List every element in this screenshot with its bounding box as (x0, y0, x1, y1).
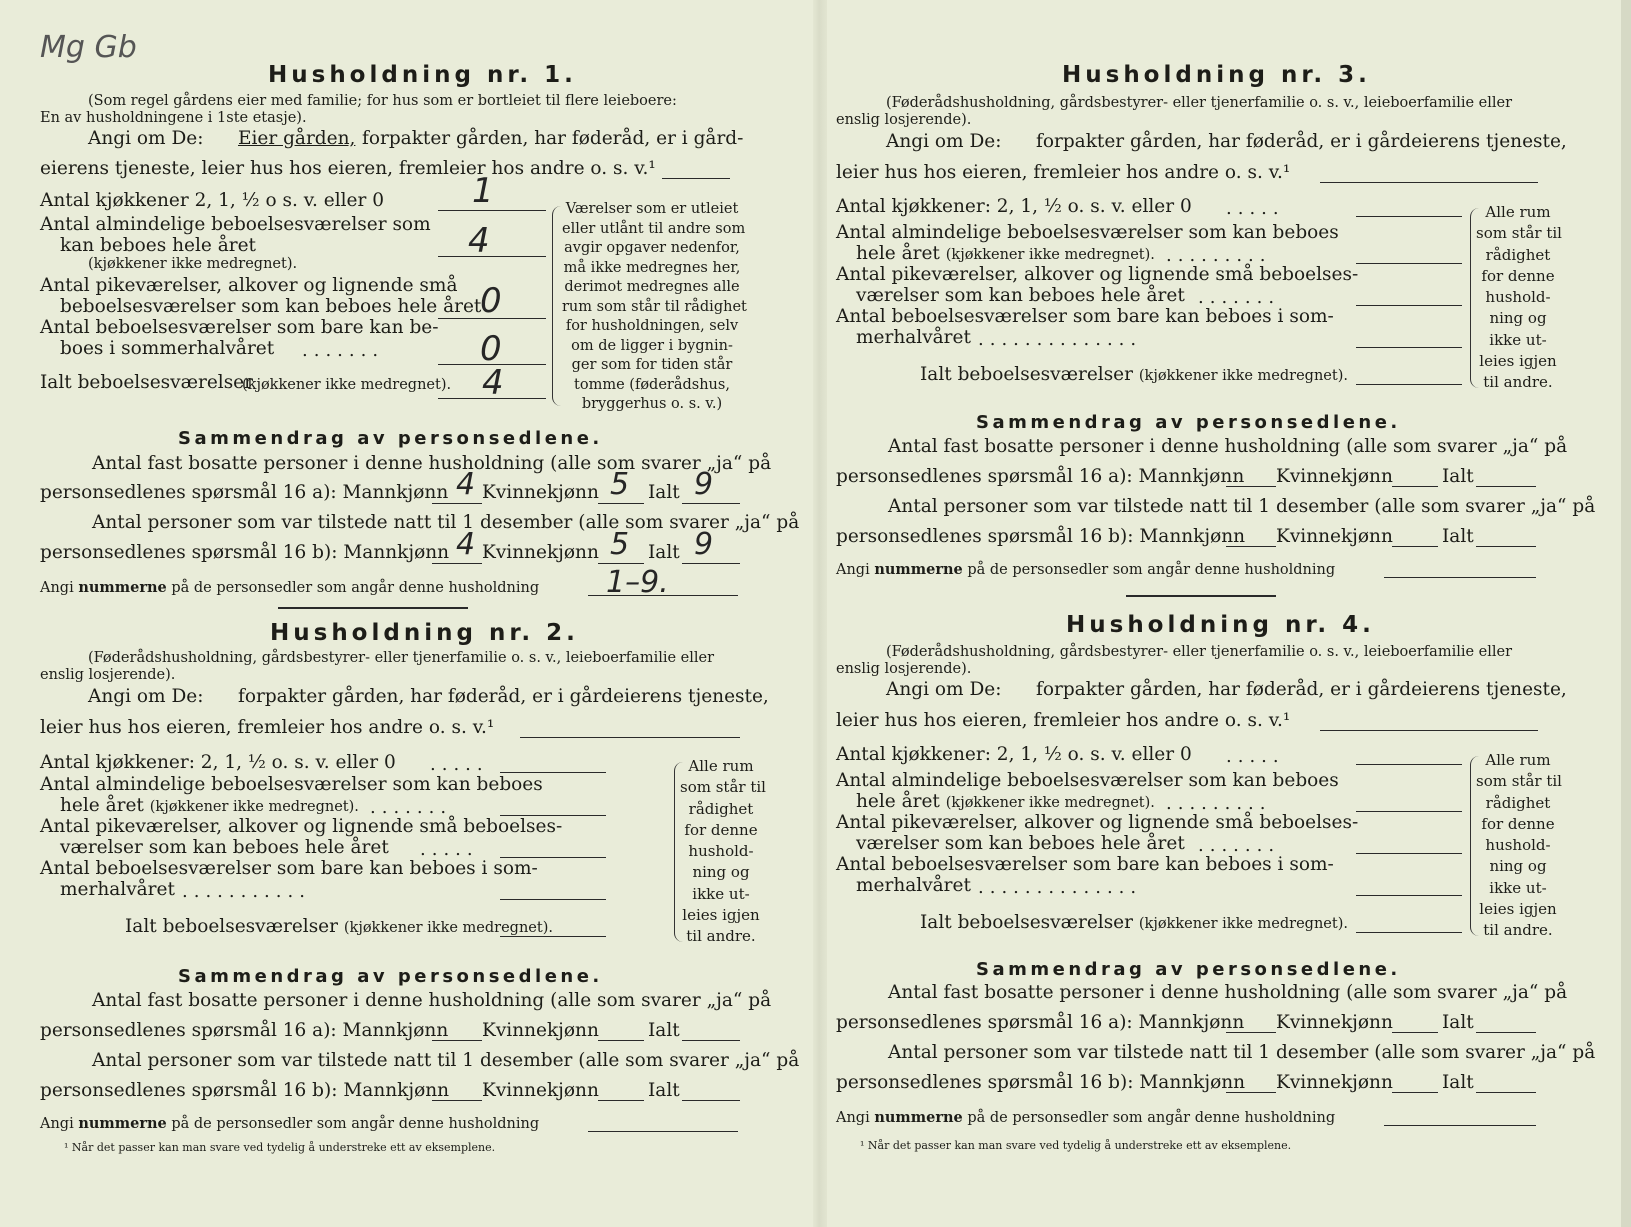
fast-mann-answer[interactable]: 4 (456, 467, 476, 502)
sommer-answer[interactable]: 0 (480, 329, 502, 369)
tilstede-label-2: personsedlenes spørsmål 16 b): Mannkjønn (40, 542, 450, 563)
kvinne-label: Kvinnekjønn (482, 482, 599, 503)
fast-label-2: personsedlenes spørsmål 16 a): Mannkjønn (40, 1020, 449, 1041)
sommer-label: Antal beboelsesværelser som bare kan beboes i som- (836, 306, 1334, 327)
sidenote-3: Alle rum som står til rådighet for denne hushold- ning og ikke ut- leies igjen til andre. (1476, 203, 1562, 392)
ialt-label: Ialt beboelsesværelser (kjøkkener ikke medregnet). (920, 912, 1348, 933)
household-4-intro: (Føderådshusholdning, gårdsbestyrer- eller tjenerfamilie o. s. v., leieboerfamilie eller (886, 644, 1513, 660)
forpakter-options: forpakter gården, har føderåd, er i gårdeierens tjeneste, (1036, 131, 1567, 152)
leier-options: leier hus hos eieren, fremleier hos andre o. s. v.¹ (836, 710, 1291, 731)
footnote: ¹ Når det passer kan man svare ved tydelig å understreke ett av eksemplene. (64, 1141, 496, 1154)
pike-answer[interactable]: 0 (480, 281, 502, 321)
ialt-short: Ialt (1442, 1072, 1474, 1093)
pike-label-2: værelser som kan beboes hele året (60, 837, 389, 858)
fast-label-1: Antal fast bosatte personer i denne husholdning (alle som svarer „ja“ på (888, 436, 1568, 457)
household-3-title: Husholdning nr. 3. (1062, 62, 1371, 88)
fast-label-2: personsedlenes spørsmål 16 a): Mannkjønn (836, 1012, 1245, 1033)
kvinne-label: Kvinnekjønn (1276, 1072, 1393, 1093)
ialt-short: Ialt (1442, 1012, 1474, 1033)
kjokken-label: Antal kjøkkener: 2, 1, ½ o. s. v. eller 0 (40, 752, 396, 773)
sommer-label-2: merhalvåret (60, 879, 175, 900)
pike-label: Antal pikeværelser, alkover og lignende små beboelses- (40, 816, 563, 837)
household-3-intro: (Føderådshusholdning, gårdsbestyrer- eller tjenerfamilie o. s. v., leieboerfamilie eller (886, 95, 1513, 111)
kvinne-label: Kvinnekjønn (1276, 526, 1393, 547)
sommer-label-2: merhalvåret (856, 875, 971, 896)
household-4-intro-2: enslig losjerende). (836, 661, 972, 677)
pike-label-2: beboelsesværelser som kan beboes hele året (60, 296, 482, 317)
sommer-label-2: boes i sommerhalvåret (60, 338, 275, 359)
angi-label: Angi om De: (88, 686, 204, 707)
alm-label: Antal almindelige beboelsesværelser som kan beboes (40, 774, 543, 795)
fast-label-1: Antal fast bosatte personer i denne husholdning (alle som svarer „ja“ på (92, 990, 772, 1011)
sidenote-4: Alle rum som står til rådighet for denne hushold- ning og ikke ut- leies igjen til andre. (1476, 751, 1562, 940)
kvinne-label: Kvinnekjønn (482, 1020, 599, 1041)
forpakter-options: forpakter gården, har føderåd, er i gård- (362, 128, 744, 149)
kvinne-label: Kvinnekjønn (1276, 1012, 1393, 1033)
sommer-label: Antal beboelsesværelser som bare kan beboes i som- (836, 854, 1334, 875)
alm-label-2: kan beboes hele året (60, 235, 256, 256)
kjokken-label: Antal kjøkkener: 2, 1, ½ o. s. v. eller 0 (836, 196, 1192, 217)
sammendrag-title-1: Sammendrag av personsedlene. (178, 428, 603, 449)
kjokken-answer[interactable]: 1 (472, 171, 494, 211)
page-edge (1621, 0, 1631, 1227)
angi-label: Angi om De: (886, 131, 1002, 152)
tilstede-label-1: Antal personer som var tilstede natt til 1 desember (alle som svarer „ja“ på (888, 1042, 1596, 1063)
fast-label-2: personsedlenes spørsmål 16 a): Mannkjønn (836, 466, 1245, 487)
pike-label: Antal pikeværelser, alkover og lignende små (40, 275, 458, 296)
kvinne-label: Kvinnekjønn (1276, 466, 1393, 487)
fast-label-1: Antal fast bosatte personer i denne husholdning (alle som svarer „ja“ på (888, 982, 1568, 1003)
til-mann-answer[interactable]: 4 (456, 527, 476, 562)
fast-ialt-answer[interactable]: 9 (694, 467, 714, 502)
kjokken-label: Antal kjøkkener 2, 1, ½ o s. v. eller 0 (40, 190, 384, 211)
section-divider (278, 607, 468, 609)
alm-answer[interactable]: 4 (468, 221, 490, 261)
kvinne-label: Kvinnekjønn (482, 542, 599, 563)
ialt-label-small: (kjøkkener ikke medregnet). (242, 377, 452, 393)
sommer-label: Antal beboelsesværelser som bare kan beboes i som- (40, 858, 538, 879)
til-ialt-answer[interactable]: 9 (694, 527, 714, 562)
fast-label-1: Antal fast bosatte personer i denne husholdning (alle som svarer „ja“ på (92, 453, 772, 474)
sidenote-brace (552, 206, 561, 406)
page-fold (813, 0, 827, 1227)
eier-garden-option[interactable]: Eier gården, (238, 128, 356, 149)
sammendrag-title-3: Sammendrag av personsedlene. (976, 412, 1401, 433)
til-kvinne-answer[interactable]: 5 (610, 527, 630, 562)
household-2-intro: (Føderådshusholdning, gårdsbestyrer- eller tjenerfamilie o. s. v., leieboerfamilie eller (88, 650, 715, 666)
pike-label-2: værelser som kan beboes hele året (856, 285, 1185, 306)
angi-nummer-label: Angi nummerne på de personsedler som angår denne husholdning (40, 1115, 540, 1132)
alm-label-2: hele året (kjøkkener ikke medregnet). (856, 791, 1155, 812)
alm-label-2: hele året (kjøkkener ikke medregnet). (856, 243, 1155, 264)
ialt-label: Ialt beboelsesværelser (40, 372, 253, 393)
fast-kvinne-answer[interactable]: 5 (610, 467, 630, 502)
margin-note: Mg Gb (40, 30, 137, 65)
tilstede-label-1: Antal personer som var tilstede natt til 1 desember (alle som svarer „ja“ på (888, 496, 1596, 517)
nummer-answer[interactable]: 1–9. (606, 565, 669, 600)
household-1-intro: (Som regel gårdens eier med familie; for hus som er bortleiet til flere leieboere: (88, 93, 677, 109)
pike-label-2: værelser som kan beboes hele året (856, 833, 1185, 854)
angi-label: Angi om De: (886, 679, 1002, 700)
household-1-intro-2: En av husholdningene i 1ste etasje). (40, 110, 307, 126)
household-2-title: Husholdning nr. 2. (270, 620, 579, 646)
sammendrag-title-4: Sammendrag av personsedlene. (976, 959, 1401, 980)
household-4-title: Husholdning nr. 4. (1066, 612, 1375, 638)
ialt-answer[interactable]: 4 (482, 363, 504, 403)
ialt-label: Ialt beboelsesværelser (kjøkkener ikke medregnet). (125, 916, 553, 937)
alm-label: Antal almindelige beboelsesværelser som kan beboes (836, 770, 1339, 791)
ialt-short: Ialt (648, 482, 680, 503)
angi-nummer-label: Angi nummerne på de personsedler som angår denne husholdning (836, 1109, 1336, 1126)
household-3-intro-2: enslig losjerende). (836, 112, 972, 128)
household-2-intro-2: enslig losjerende). (40, 667, 176, 683)
leier-options: leier hus hos eieren, fremleier hos andre o. s. v.¹ (40, 717, 495, 738)
kjokken-label: Antal kjøkkener: 2, 1, ½ o. s. v. eller 0 (836, 744, 1192, 765)
fast-label-2: personsedlenes spørsmål 16 a): Mannkjønn (40, 482, 449, 503)
tilstede-label-2: personsedlenes spørsmål 16 b): Mannkjønn (836, 526, 1246, 547)
sidenote-2: Alle rum som står til rådighet for denne hushold- ning og ikke ut- leies igjen til andre. (680, 757, 766, 946)
forpakter-options: forpakter gården, har føderåd, er i gårdeierens tjeneste, (238, 686, 769, 707)
alm-label-2: hele året (kjøkkener ikke medregnet). (60, 795, 359, 816)
ialt-short: Ialt (648, 542, 680, 563)
sommer-label-2: merhalvåret (856, 327, 971, 348)
sommer-label: Antal beboelsesværelser som bare kan be- (40, 317, 439, 338)
census-form-sheet: Mg Gb Husholdning nr. 1. (Som regel gårdens eier med familie; for hus som er bortleiet til flere leieboere: En av husholdningene i 1ste etasje). Angi om De: Eier gården, forpakter gården, har føderåd, er i gård- eierens tjeneste, leier hus hos eieren, fremleier hos andre o. s. v.¹ Antal kjøkkener 2, 1, ½ o s. v. eller 0 1 Antal almindelige beboelsesværelser som kan beboes hele året (kjøkkener ikke medregnet). 4 Antal pikeværelser, alkover og lignende små beboelsesværelser som kan beboes hele året 0 Antal beboelsesværelser som bare kan be- boes i sommerhalvåret ....... 0 Ialt beboelsesværelser (kjøkkener ikke medregnet). 4 Værelser som er utleiet eller utlånt til andre som avgir opgaver nedenfor, må ikke medregnes her, derimot medregnes alle rum som står til rådighet for husholdningen, selv om de ligger i bygnin- ger som for tiden står tomme (føderådshus, bryggerhus o. s. v.) Sammendrag av personsedlene. Antal fast bosatte personer i denne husholdning (alle som svarer „ja“ på personsedlenes spørsmål 16 a): Mannkjønn 4 Kvinnekjønn 5 Ialt 9 Antal personer som var tilstede natt til 1 desember (alle som svarer „ja“ på personsedlenes spørsmål 16 b): Mannkjønn 4 Kvinnekjønn 5 Ialt 9 Angi nummerne på de personsedler som angår denne husholdning 1–9. Husholdning nr. 2. (Føderådshusholdning, gårdsbestyrer- eller tjenerfamilie o. s. v., leieboerfamilie eller enslig losjerende). Angi om De: forpakter gården, har føderåd, er i gårdeierens tjeneste, leier hus hos eieren, fremleier hos andre o. s. v.¹ Antal kjøkkener: 2, 1, ½ o. s. v. eller 0 ..... Antal almindelige beboelsesværelser som kan beboes hele året (kjøkkener ikke medregnet). ....... Antal pikeværelser, alkover og lignende små beboelses- værelser som kan beboes hele året ..... Antal beboelsesværelser som bare kan beboes i som- merhalvåret ........... Ialt beboelsesværelser (kjøkkener ikke medregnet). Alle rum som står til rådighet for denne hushold- ning og ikke ut- leies igjen til andre. Sammendrag av personsedlene. Antal fast bosatte personer i denne husholdning (alle som svarer „ja“ på personsedlenes spørsmål 16 a): Mannkjønn Kvinnekjønn Ialt Antal personer som var tilstede natt til 1 desember (alle som svarer „ja“ på personsedlenes spørsmål 16 b): Mannkjønn Kvinnekjønn Ialt Angi nummerne på de personsedler som angår denne husholdning ¹ Når det passer kan man svare ved tydelig å understreke ett av eksemplene. Husholdning nr. 3. (Føderådshusholdning, gårdsbestyrer- eller tjenerfamilie o. s. v., leieboerfamilie eller enslig losjerende). Angi om De: forpakter gården, har føderåd, er i gårdeierens tjeneste, leier hus hos eieren, fremleier hos andre o. s. v.¹ Antal kjøkkener: 2, 1, ½ o. s. v. eller 0 ..... Antal almindelige beboelsesværelser som kan beboes hele året (kjøkkener ikke medregnet). ......... Antal pikeværelser, alkover og lignende små beboelses- værelser som kan beboes hele året ....... Antal beboelsesværelser som bare kan beboes i som- merhalvåret .............. Ialt beboelsesværelser (kjøkkener ikke medregnet). Alle rum som står til rådighet for denne hushold- ning og ikke ut- leies igjen til andre. Sammendrag av personsedlene. Antal fast bosatte personer i denne husholdning (alle som svarer „ja“ på personsedlenes spørsmål 16 a): Mannkjønn Kvinnekjønn Ialt Antal personer som var tilstede natt til 1 desember (alle som svarer „ja“ på personsedlenes spørsmål 16 b): Mannkjønn Kvinnekjønn Ialt Angi nummerne på de personsedler som angår denne husholdning Husholdning nr. 4. (Føderådshusholdning, gårdsbestyrer- eller tjenerfamilie o. s. v., leieboerfamilie eller enslig losjerende). Angi om De: forpakter gården, har føderåd, er i gårdeierens tjeneste, leier hus hos eieren, fremleier hos andre o. s. v.¹ Antal kjøkkener: 2, 1, ½ o. s. v. eller 0 ..... Antal almindelige beboelsesværelser som kan beboes hele året (kjøkkener ikke medregnet). ......... Antal pikeværelser, alkover og lignende små beboelses- værelser som kan beboes hele året ....... Antal beboelsesværelser som bare kan beboes i som- merhalvåret .............. Ialt beboelsesværelser (kjøkkener ikke medregnet). Alle rum som står til rådighet for denne hushold- ning og ikke ut- leies igjen til andre. Sammendrag av personsedlene. Antal fast bosatte personer i denne husholdning (alle som svarer „ja“ på personsedlenes spørsmål 16 a): Mannkjønn Kvinnekjønn Ialt Antal personer som var tilstede natt til 1 desember (alle som svarer „ja“ på personsedlenes spørsmål 16 b): Mannkjønn Kvinnekjønn Ialt Angi nummerne på de personsedler som angår denne husholdning ¹ Når det passer kan man svare ved tydelig å understreke ett av eksemplene. (0, 0, 1631, 1227)
tilstede-label-1: Antal personer som var tilstede natt til 1 desember (alle som svarer „ja“ på (92, 512, 800, 533)
pike-label: Antal pikeværelser, alkover og lignende små beboelses- (836, 812, 1359, 833)
section-divider (1126, 595, 1276, 597)
ialt-short: Ialt (648, 1080, 680, 1101)
pike-label: Antal pikeværelser, alkover og lignende små beboelses- (836, 264, 1359, 285)
alm-label: Antal almindelige beboelsesværelser som kan beboes (836, 222, 1339, 243)
forpakter-options: forpakter gården, har føderåd, er i gårdeierens tjeneste, (1036, 679, 1567, 700)
ialt-short: Ialt (648, 1020, 680, 1041)
tilstede-label-2: personsedlenes spørsmål 16 b): Mannkjønn (836, 1072, 1246, 1093)
alm-label: Antal almindelige beboelsesværelser som (40, 214, 431, 235)
ialt-short: Ialt (1442, 526, 1474, 547)
angi-nummer-label: Angi nummerne på de personsedler som angår denne husholdning (836, 561, 1336, 578)
eierens-options: eierens tjeneste, leier hus hos eieren, fremleier hos andre o. s. v.¹ (40, 158, 656, 179)
leier-options: leier hus hos eieren, fremleier hos andre o. s. v.¹ (836, 162, 1291, 183)
angi-nummer-label: Angi nummerne på de personsedler som angår denne husholdning (40, 579, 540, 596)
sidenote-1: Værelser som er utleiet eller utlånt til andre som avgir opgaver nedenfor, må ikke medregnes her, derimot medregnes alle rum som står til rådighet for husholdningen, selv om de ligger i bygnin- ger som for tiden står tomme (føderådshus, bryggerhus o. s. v.) (562, 201, 747, 412)
footnote: ¹ Når det passer kan man svare ved tydelig å understreke ett av eksemplene. (860, 1139, 1292, 1152)
ialt-short: Ialt (1442, 466, 1474, 487)
kvinne-label: Kvinnekjønn (482, 1080, 599, 1101)
ialt-label: Ialt beboelsesværelser (kjøkkener ikke medregnet). (920, 364, 1348, 385)
tilstede-label-1: Antal personer som var tilstede natt til 1 desember (alle som svarer „ja“ på (92, 1050, 800, 1071)
alm-label-3: (kjøkkener ikke medregnet). (88, 256, 298, 272)
household-1-title: Husholdning nr. 1. (268, 62, 577, 88)
angi-label: Angi om De: (88, 128, 204, 149)
tilstede-label-2: personsedlenes spørsmål 16 b): Mannkjønn (40, 1080, 450, 1101)
sammendrag-title-2: Sammendrag av personsedlene. (178, 966, 603, 987)
